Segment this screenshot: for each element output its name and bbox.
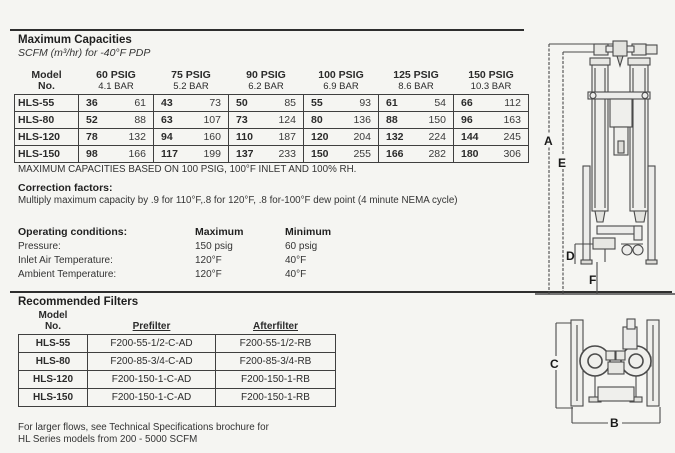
scfm-value: 110 [229,129,267,146]
scfm-value: 150 [304,146,342,163]
filter-model-cell: HLS-120 [19,371,88,389]
pressure-header-60: 60 PSIG 4.1 BAR [96,69,136,92]
scfm-value: 73 [229,112,267,129]
afterfilter-cell: F200-85-3/4-RB [216,353,336,371]
model-cell: HLS-150 [15,146,79,163]
scfm-value: 61 [379,95,417,112]
model-cell: HLS-80 [15,112,79,129]
filter-row-hls150 [19,389,336,407]
pressure-header-100: 100 PSIG 6.9 BAR [318,69,364,92]
m3hr-value: 163 [492,112,529,129]
scfm-value: 117 [154,146,192,163]
prefilter-cell: F200-85-3/4-C-AD [88,353,216,371]
scfm-value: 166 [379,146,417,163]
scfm-value: 137 [229,146,267,163]
m3hr-value: 112 [492,95,529,112]
m3hr-value: 255 [342,146,379,163]
model-header: Model No. [31,69,62,92]
dim-label-f: F [589,273,597,287]
op-row-max: 120°F [195,255,222,266]
correction-title: Correction factors: [18,182,113,194]
m3hr-value: 282 [417,146,454,163]
scfm-value: 120 [304,129,342,146]
prefilter-header: Prefilter [132,321,171,332]
m3hr-value: 160 [192,129,229,146]
capacity-header-row [15,70,529,95]
capacity-row-hls120 [15,129,529,146]
top-view-diagram [535,313,675,448]
scfm-value: 63 [154,112,192,129]
capacity-note: MAXIMUM CAPACITIES BASED ON 100 PSIG, 100°F INLET AND 100% RH. [18,164,357,175]
top-divider [10,29,524,31]
filter-row-hls55 [19,335,336,353]
front-view-diagram [535,10,675,306]
m3hr-value: 54 [417,95,454,112]
model-cell: HLS-55 [15,95,79,112]
filter-model-cell: HLS-150 [19,389,88,407]
op-row-max: 120°F [195,269,222,280]
filters-header-row [19,310,336,335]
top-view-linework [556,319,660,423]
m3hr-value: 136 [342,112,379,129]
pressure-header-125: 125 PSIG 8.6 BAR [393,69,439,92]
scfm-value: 52 [79,112,117,129]
afterfilter-cell: F200-55-1/2-RB [216,335,336,353]
capacity-row-hls80 [15,112,529,129]
scfm-value: 180 [454,146,492,163]
operating-title: Operating conditions: [18,226,128,238]
dim-label-c: C [550,357,559,371]
filter-model-cell: HLS-55 [19,335,88,353]
afterfilter-cell: F200-150-1-RB [216,389,336,407]
pressure-header-90: 90 PSIG 6.2 BAR [246,69,286,92]
op-row-max: 150 psig [195,241,233,252]
pressure-header-150: 150 PSIG 10.3 BAR [468,69,514,92]
m3hr-value: 88 [117,112,154,129]
m3hr-value: 166 [117,146,154,163]
dim-label-e: E [558,156,567,170]
m3hr-value: 93 [342,95,379,112]
m3hr-value: 124 [267,112,304,129]
dim-label-a: A [544,134,553,148]
m3hr-value: 187 [267,129,304,146]
m3hr-value: 245 [492,129,529,146]
scfm-value: 66 [454,95,492,112]
m3hr-value: 150 [417,112,454,129]
filters-title: Recommended Filters [18,296,139,308]
prefilter-cell: F200-150-1-C-AD [88,371,216,389]
m3hr-value: 61 [117,95,154,112]
max-capacities-title: Maximum Capacities [18,34,132,46]
m3hr-value: 224 [417,129,454,146]
op-row-min: 40°F [285,269,307,280]
scfm-value: 94 [154,129,192,146]
scfm-value: 98 [79,146,117,163]
lower-piping [593,211,646,262]
capacity-table [14,70,529,163]
capacity-row-hls150 [15,146,529,163]
scfm-value: 78 [79,129,117,146]
pressure-header-75: 75 PSIG 5.2 BAR [171,69,211,92]
m3hr-value: 85 [267,95,304,112]
scfm-value: 50 [229,95,267,112]
operating-min-header: Minimum [285,226,332,238]
filter-row-hls120 [19,371,336,389]
m3hr-value: 132 [117,129,154,146]
filter-row-hls80 [19,353,336,371]
m3hr-value: 73 [192,95,229,112]
m3hr-value: 306 [492,146,529,163]
scfm-value: 55 [304,95,342,112]
op-row-min: 40°F [285,255,307,266]
correction-text: Multiply maximum capacity by .9 for 110°F,.8 for 120°F, .8 for-100°F dew point (4 minute NEMA cycle) [18,195,458,206]
scfm-value: 88 [379,112,417,129]
m3hr-value: 204 [342,129,379,146]
dim-label-d: D [566,249,575,263]
op-row-label: Pressure: [18,241,61,252]
operating-max-header: Maximum [195,226,244,238]
op-row-label: Ambient Temperature: [18,269,117,280]
footer-line2: HL Series models from 200 - 5000 SCFM [18,434,198,445]
filters-model-header: Model No. [38,310,68,332]
dim-label-b: B [610,416,619,430]
afterfilter-cell: F200-150-1-RB [216,371,336,389]
m3hr-value: 107 [192,112,229,129]
m3hr-value: 199 [192,146,229,163]
scfm-value: 132 [379,129,417,146]
scfm-value: 96 [454,112,492,129]
op-row-min: 60 psig [285,241,318,252]
prefilter-cell: F200-150-1-C-AD [88,389,216,407]
prefilter-cell: F200-55-1/2-C-AD [88,335,216,353]
m3hr-value: 233 [267,146,304,163]
scfm-value: 36 [79,95,117,112]
afterfilter-header: Afterfilter [252,321,298,332]
tower-left [590,58,610,211]
footer-line1: For larger flows, see Technical Specifications brochure for [18,422,269,433]
filters-table [18,310,336,407]
scfm-value: 144 [454,129,492,146]
max-capacities-subtitle: SCFM (m³/hr) for -40°F PDP [18,47,151,59]
capacity-row-hls55 [15,95,529,112]
filter-model-cell: HLS-80 [19,353,88,371]
base-and-legs [589,376,642,402]
scfm-value: 43 [154,95,192,112]
scfm-value: 80 [304,112,342,129]
model-cell: HLS-120 [15,129,79,146]
op-row-label: Inlet Air Temperature: [18,255,113,266]
tower-right [628,58,650,211]
